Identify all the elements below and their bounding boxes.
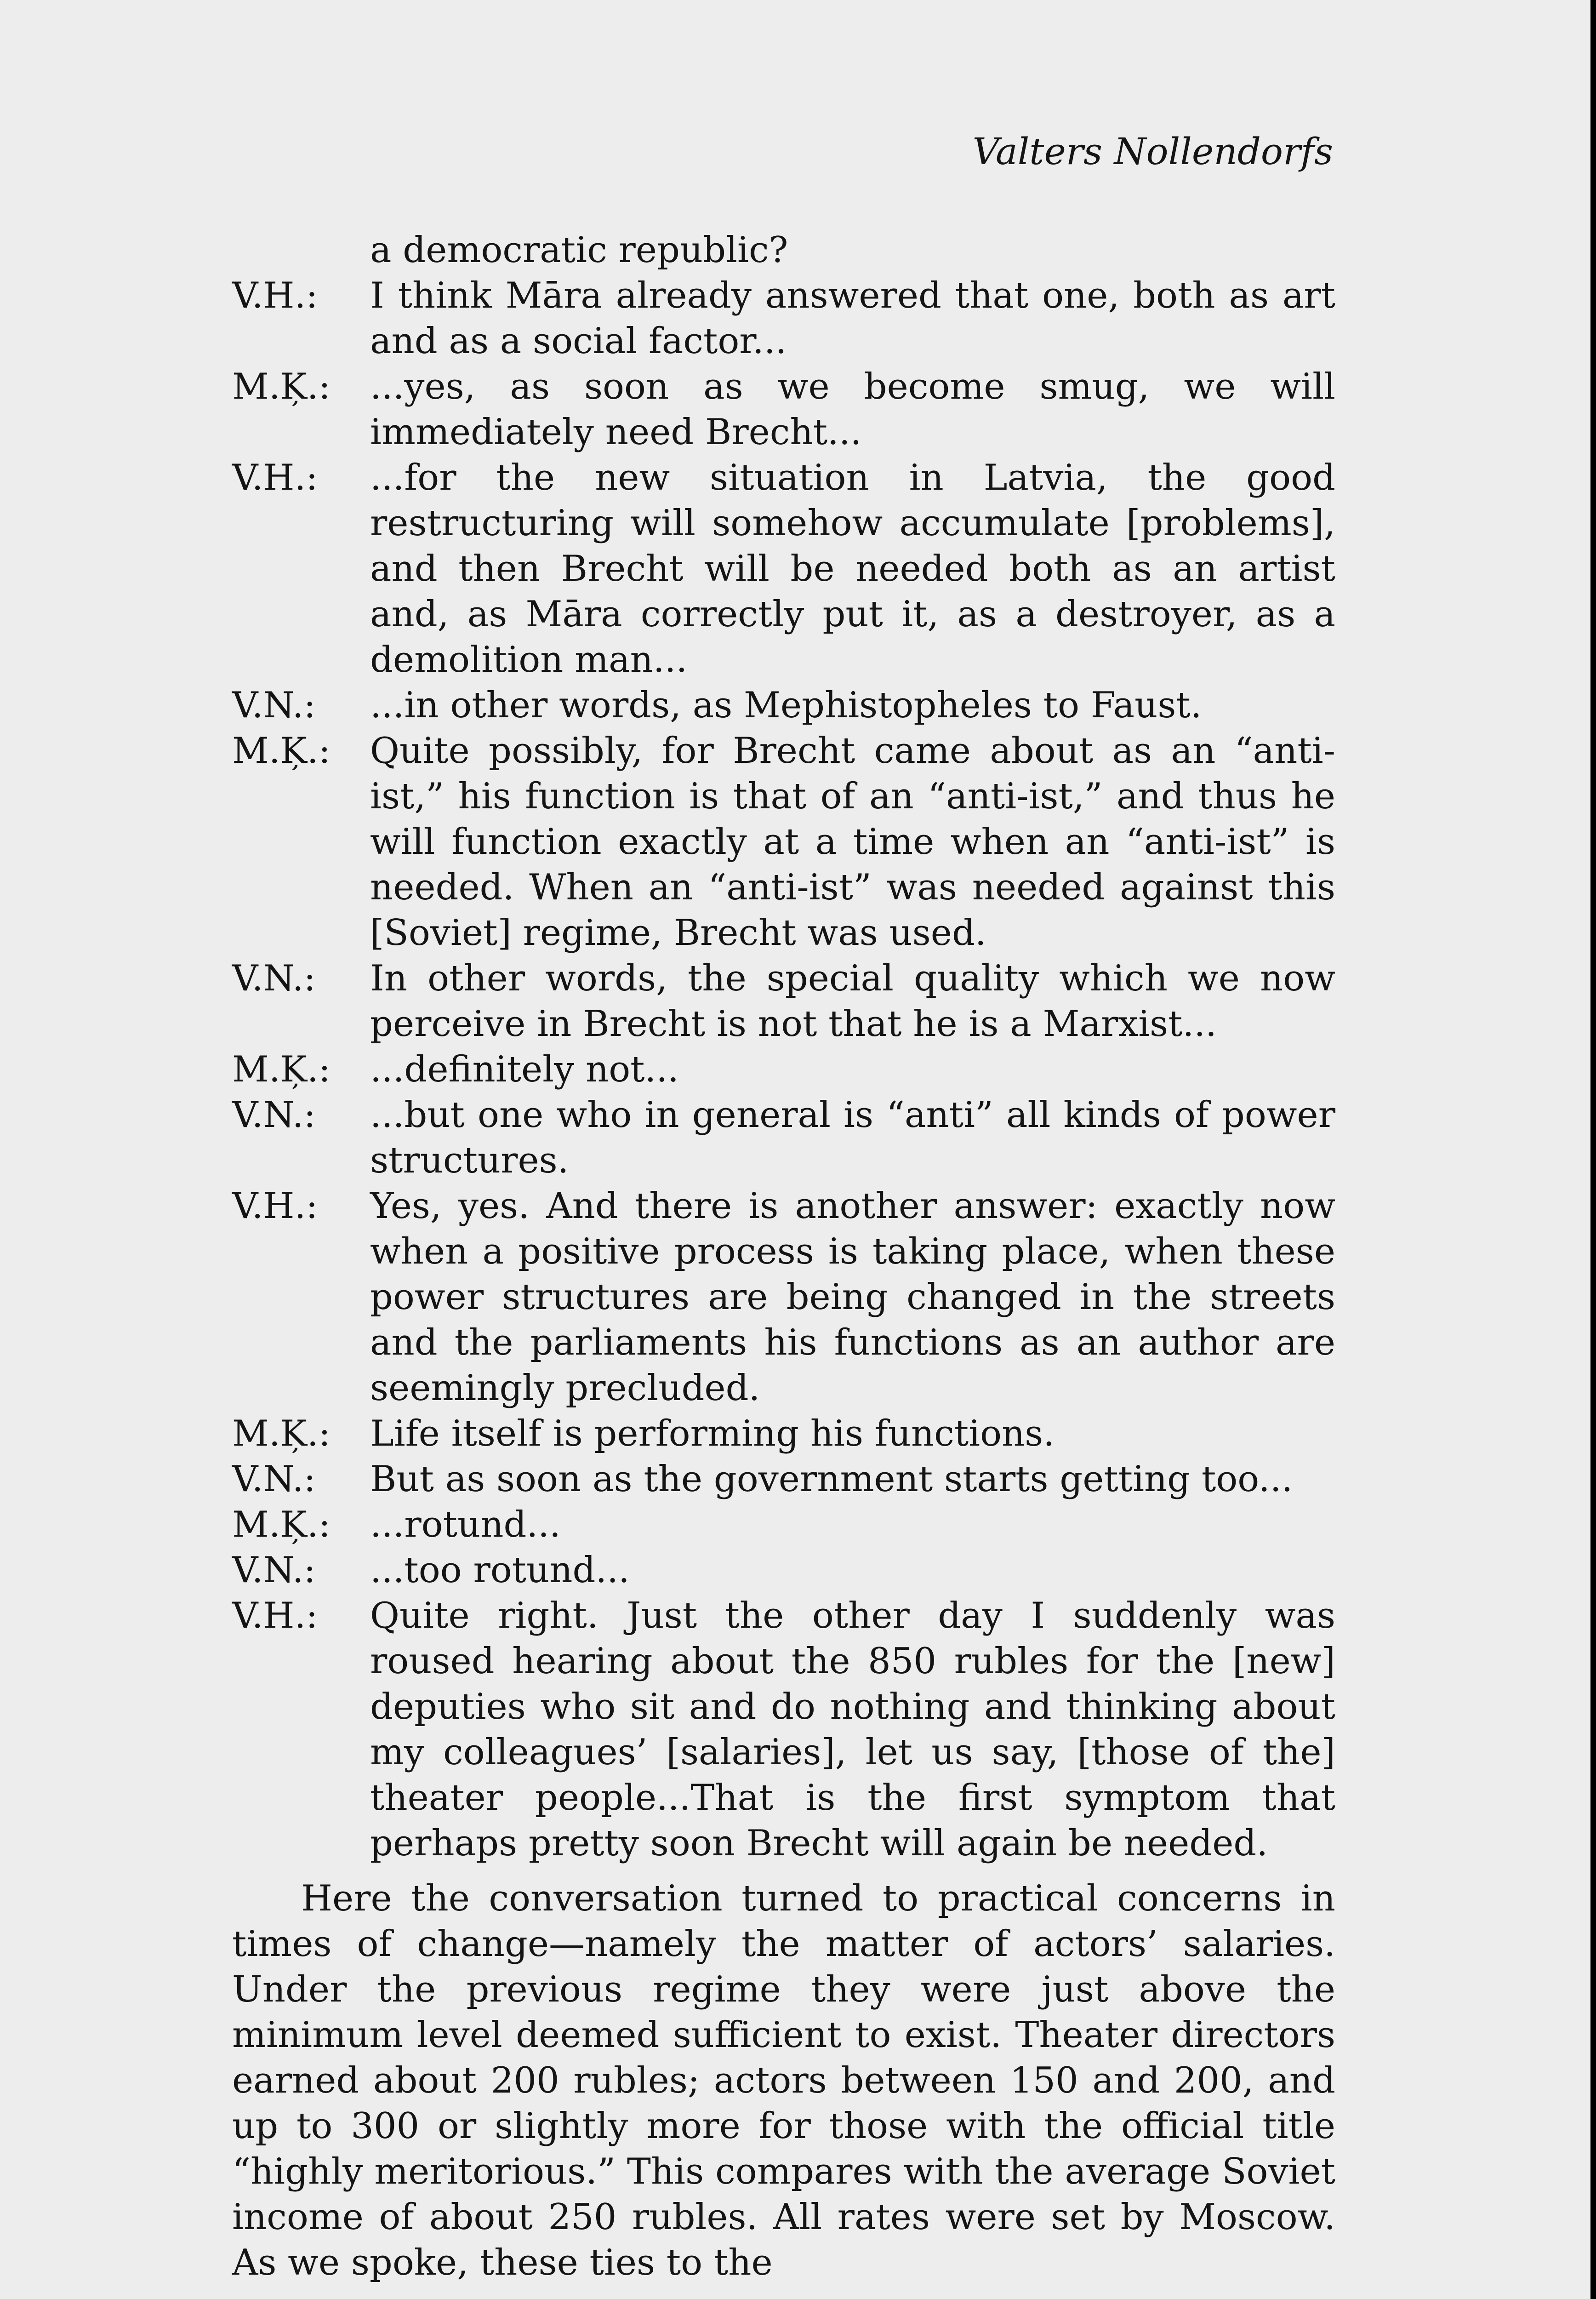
dialogue-text: Quite possibly, for Brecht came about as an “anti-ist,” his function is that of an “anti-ist,” and thus he will function exactly at a time when an “anti-ist” is needed. When an “anti-ist” was needed against this [Soviet] regime, Brecht was used. bbox=[370, 730, 1335, 954]
dialogue-entry bbox=[232, 1548, 1335, 1593]
dialogue-entry bbox=[232, 228, 1335, 273]
dialogue-entry bbox=[232, 273, 1335, 364]
running-head: Valters Nollendorfs bbox=[972, 130, 1333, 173]
dialogue-text: ...in other words, as Mephistopheles to Faust. bbox=[370, 685, 1202, 726]
speaker-label: M.Ķ.: bbox=[232, 1049, 331, 1090]
dialogue-text: ...yes, as soon as we become smug, we will immediately need Brecht... bbox=[370, 366, 1335, 453]
dialogue-entry bbox=[232, 455, 1335, 683]
dialogue-entry bbox=[232, 1411, 1335, 1457]
speaker-label: M.Ķ.: bbox=[232, 1504, 331, 1545]
dialogue-entry bbox=[232, 1457, 1335, 1502]
dialogue-text: a democratic republic? bbox=[370, 229, 788, 271]
speaker-label: V.N.: bbox=[232, 1550, 316, 1591]
dialogue-entry bbox=[232, 1047, 1335, 1092]
dialogue-entry bbox=[232, 1184, 1335, 1411]
speaker-label: V.N.: bbox=[232, 1094, 316, 1136]
dialogue-text: Quite right. Just the other day I suddenly was roused hearing about the 850 rubles for the [new] deputies who sit and do nothing and thinking about my colleagues’ [salaries], let us say, [those of the] theater people...That is the first symptom that perhaps pretty soon Brecht will again be needed. bbox=[370, 1595, 1335, 1864]
dialogue-entry bbox=[232, 728, 1335, 956]
dialogue-text: But as soon as the government starts getting too... bbox=[370, 1458, 1293, 1500]
dialogue-text: ...too rotund... bbox=[370, 1550, 630, 1591]
dialogue-entry bbox=[232, 1593, 1335, 1866]
dialogue-text: In other words, the special quality which we now perceive in Brecht is not that he is a Marxist... bbox=[370, 958, 1335, 1045]
dialogue-entry bbox=[232, 1502, 1335, 1548]
dialogue-text: ...definitely not... bbox=[370, 1049, 679, 1090]
dialogue-entry bbox=[232, 1092, 1335, 1184]
speaker-label: V.N.: bbox=[232, 685, 316, 726]
speaker-label: V.H.: bbox=[232, 1595, 318, 1636]
speaker-label: M.Ķ.: bbox=[232, 366, 331, 407]
speaker-label: V.H.: bbox=[232, 457, 318, 498]
speaker-label: V.H.: bbox=[232, 1185, 318, 1227]
interview-dialogue bbox=[232, 228, 1335, 1866]
speaker-label: M.Ķ.: bbox=[232, 730, 331, 772]
speaker-label: V.N.: bbox=[232, 1458, 316, 1500]
dialogue-text: ...for the new situation in Latvia, the good restructuring will somehow accumulate [problems], and then Brecht will be needed both as an artist and, as Māra correctly put it, as a destroyer, as a demolition man... bbox=[370, 457, 1335, 681]
dialogue-text: ...but one who in general is “anti” all kinds of power structures. bbox=[370, 1094, 1335, 1181]
dialogue-entry bbox=[232, 956, 1335, 1047]
body-paragraph: Here the conversation turned to practical concerns in times of change—namely the matter of actors’ salaries. Under the previous regime they were just above the minimum level deemed sufficient to exist. Theater directors earned about 200 rubles; actors between 150 and 200, and up to 300 or slightly more for those with the official title “highly meritorious.” This compares with the average Soviet income of about 250 rubles. All rates were set by Moscow. As we spoke, these ties to the bbox=[232, 1878, 1335, 2283]
dialogue-entry bbox=[232, 364, 1335, 455]
dialogue-entry bbox=[232, 683, 1335, 728]
speaker-label: M.Ķ.: bbox=[232, 1413, 331, 1454]
speaker-label: V.N.: bbox=[232, 958, 316, 999]
speaker-label: V.H.: bbox=[232, 275, 318, 316]
dialogue-text: Life itself is performing his functions. bbox=[370, 1413, 1055, 1454]
dialogue-text: ...rotund... bbox=[370, 1504, 561, 1545]
dialogue-text: Yes, yes. And there is another answer: exactly now when a positive process is taking place, when these power structures are being changed in the streets and the parliaments his functions as an author are seemingly precluded. bbox=[370, 1185, 1335, 1409]
dialogue-text: I think Māra already answered that one, both as art and as a social factor... bbox=[370, 275, 1335, 362]
